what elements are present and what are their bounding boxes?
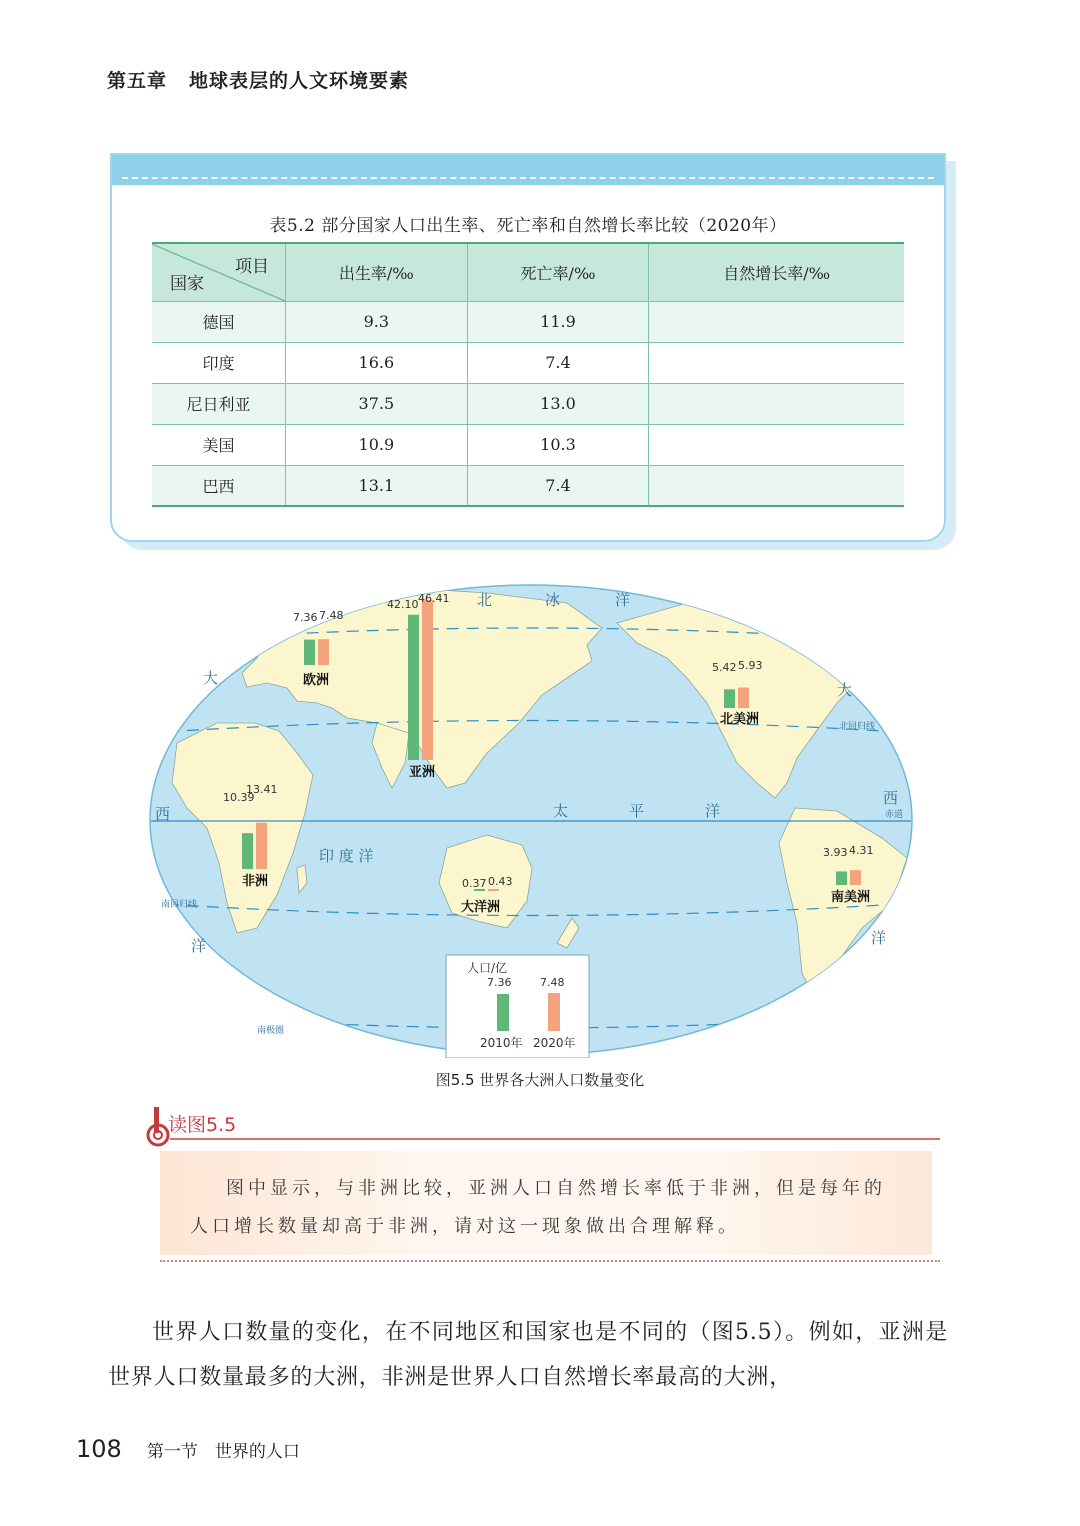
bar-2010 (836, 871, 847, 885)
continent-name: 大洋洲 (461, 900, 501, 915)
bar-2020 (738, 688, 749, 708)
death-cell: 10.3 (467, 424, 649, 465)
legend-unit: 人口/亿 (467, 961, 508, 975)
continent-name: 欧洲 (303, 673, 330, 688)
death-cell: 11.9 (467, 301, 649, 342)
ocean-label: 洋 (871, 929, 887, 947)
table-row (152, 301, 904, 342)
continent-name: 南美洲 (831, 890, 871, 905)
birth-cell: 16.6 (286, 342, 468, 383)
ocean-label: 洋 (705, 802, 721, 820)
birth-cell: 9.3 (286, 301, 468, 342)
value-label: 7.48 (319, 609, 344, 622)
read-figure-label: 读图5.5 (168, 1114, 237, 1136)
growth-cell[interactable] (649, 342, 904, 383)
table-caption: 表5.2 部分国家人口出生率、死亡率和自然增长率比较（2020年） (269, 216, 787, 236)
value-label: 0.37 (462, 877, 487, 890)
ocean-label: 大 (837, 681, 853, 699)
continent-name: 亚洲 (409, 765, 436, 780)
value-label: 4.31 (849, 844, 874, 857)
birth-cell: 10.9 (286, 424, 468, 465)
latitude-label: 南极圈 (257, 1026, 285, 1036)
value-label: 0.43 (488, 875, 513, 888)
greenland-landmass (787, 588, 867, 628)
table-row (152, 383, 904, 424)
ocean-label: 平 (629, 802, 645, 820)
latitude-label: 南回归线 (161, 900, 198, 910)
page-footer (76, 1435, 300, 1463)
ocean-label: 西 (883, 789, 899, 807)
ocean-label: 大 (203, 669, 219, 687)
growth-cell[interactable] (649, 465, 904, 506)
death-cell: 13.0 (467, 383, 649, 424)
continent-name: 非洲 (242, 874, 269, 889)
table-row (152, 342, 904, 383)
read-divider (170, 1138, 940, 1140)
legend-label-2020: 2020年 (533, 1036, 576, 1050)
value-label: 46.41 (418, 592, 450, 605)
rates-table (152, 242, 904, 507)
ocean-label: 印 度 洋 (319, 847, 374, 865)
latitude-label: 北回归线 (839, 722, 876, 732)
country-cell: 印度 (152, 342, 286, 383)
corner-top-label: 项目 (235, 257, 269, 277)
bar-2010 (304, 640, 315, 665)
bar-2020 (422, 600, 433, 760)
corner-bottom-label: 国家 (170, 273, 204, 294)
ocean-label: 西 (155, 805, 171, 823)
corner-cell (152, 243, 286, 301)
country-cell: 美国 (152, 424, 286, 465)
ocean-label: 洋 (191, 937, 207, 955)
legend-bar-2010 (497, 994, 509, 1031)
read-dotted-line (160, 1260, 940, 1262)
birth-cell: 13.1 (286, 465, 468, 506)
value-label: 3.93 (823, 846, 848, 859)
chapter-header (107, 66, 409, 93)
footer-section: 第一节 世界的人口 (146, 1442, 300, 1462)
table-header-row (152, 243, 904, 301)
latitude-label: 赤道 (885, 810, 904, 820)
bar-2020 (488, 889, 499, 891)
table-card (110, 153, 946, 542)
value-label: 5.93 (738, 659, 763, 672)
card-dashed-line (122, 177, 934, 179)
birth-cell: 37.5 (286, 383, 468, 424)
ocean-label: 洋 (615, 591, 631, 609)
growth-cell[interactable] (649, 424, 904, 465)
value-label: 42.10 (387, 598, 419, 611)
ocean-label: 北 (477, 591, 493, 609)
legend-bar-2020 (548, 993, 560, 1031)
bar-2020 (256, 823, 267, 869)
legend-label-2010: 2010年 (480, 1036, 523, 1050)
value-label: 13.41 (246, 783, 278, 796)
country-cell: 德国 (152, 301, 286, 342)
death-cell: 7.4 (467, 465, 649, 506)
ocean-label: 冰 (545, 591, 561, 609)
map-legend (446, 955, 589, 1058)
bar-2010 (242, 833, 253, 869)
world-population-map (147, 583, 915, 1058)
chapter-title: 地球表层的人文环境要素 (189, 70, 410, 92)
body-paragraph: 世界人口数量的变化，在不同地区和国家也是不同的（图5.5）。例如，亚洲是世界人口数量最多的大洲，非洲是世界人口自然增长率最高的大洲， (108, 1320, 948, 1390)
continent-name: 北美洲 (720, 712, 760, 727)
growth-cell[interactable] (649, 301, 904, 342)
bar-2010 (408, 615, 419, 760)
death-cell: 7.4 (467, 342, 649, 383)
table-row (152, 465, 904, 506)
table-row (152, 424, 904, 465)
legend-value-2010: 7.36 (487, 976, 512, 989)
chapter-number: 第五章 (107, 70, 168, 92)
column-header: 出生率/‰ (286, 243, 468, 301)
country-cell: 尼日利亚 (152, 383, 286, 424)
page-number: 108 (76, 1435, 122, 1463)
bar-2020 (850, 870, 861, 885)
card-top-band (112, 155, 944, 185)
country-cell: 巴西 (152, 465, 286, 506)
legend-value-2020: 7.48 (540, 976, 565, 989)
column-header: 死亡率/‰ (467, 243, 649, 301)
map-caption: 图5.5 世界各大洲人口数量变化 (435, 1071, 645, 1089)
value-label: 5.42 (712, 661, 737, 674)
value-label: 10.39 (223, 791, 255, 804)
bar-2010 (724, 689, 735, 708)
ocean-label: 太 (553, 802, 569, 820)
column-header: 自然增长率/‰ (723, 263, 831, 283)
read-figure-text: 图中显示，与非洲比较，亚洲人口自然增长率低于非洲，但是每年的人口增长数量却高于非洲，请对这一现象做出合理解释。 (190, 1178, 886, 1237)
growth-cell[interactable] (649, 383, 904, 424)
bar-2020 (318, 639, 329, 665)
value-label: 7.36 (293, 611, 318, 624)
